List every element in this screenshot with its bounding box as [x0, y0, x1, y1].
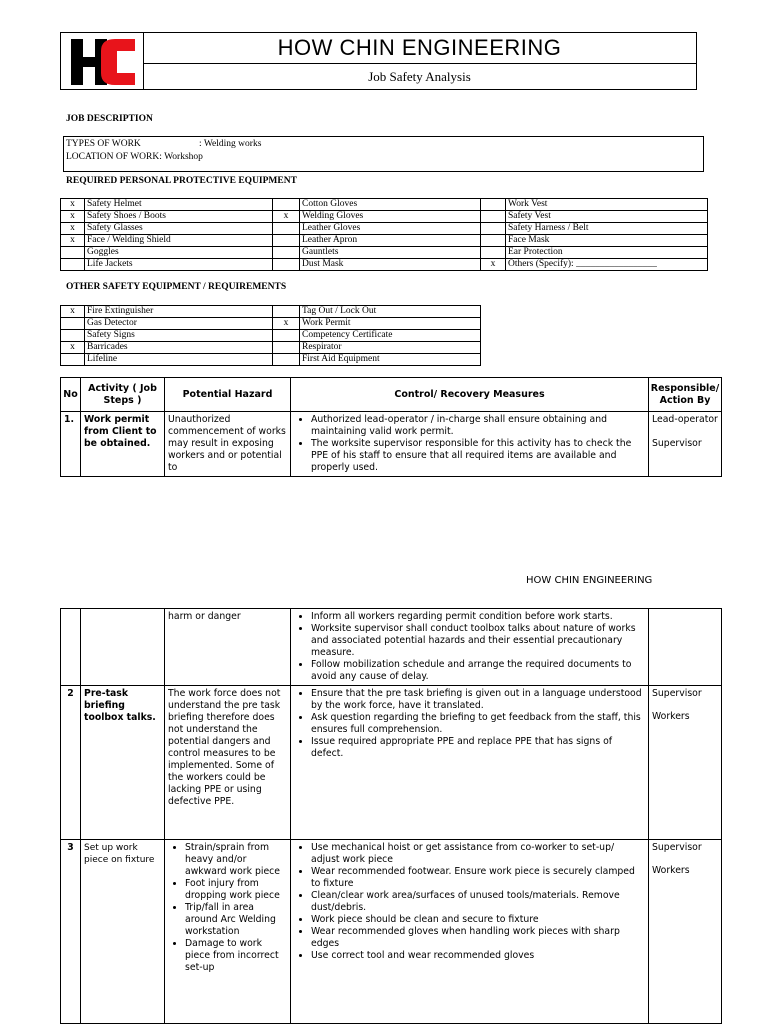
ppe-item-label: Safety Glasses [85, 223, 273, 235]
step2-no: 2 [61, 686, 81, 840]
ppe-item-label: Face / Welding Shield [85, 235, 273, 247]
responsible-entry: Supervisor [652, 842, 702, 853]
responsible-entry: Lead-operator [652, 414, 718, 425]
types-of-work-value: : Welding works [199, 139, 262, 149]
other-row [61, 318, 481, 330]
other-item-label: Tag Out / Lock Out [300, 306, 481, 318]
page2-company-header: HOW CHIN ENGINEERING [526, 575, 653, 586]
step1-cont-control-item: • Worksite supervisor shall conduct toolbox talks about nature of works and associated potential hazards and their essential precautionary measure. [311, 623, 645, 659]
step3-control-item: • Wear recommended footwear. Ensure work piece is securely clamped to fixture [311, 866, 645, 890]
checkbox-mark [61, 259, 85, 271]
step3-hazard-item: • Trip/fall in area around Arc Welding workstation [185, 902, 287, 938]
job-description-box [63, 136, 704, 172]
step3-hazards [165, 840, 291, 1024]
jsa-table-page2 [60, 608, 722, 1024]
ppe-item-label: Cotton Gloves [300, 199, 481, 211]
step3-control-item: • Use correct tool and wear recommended gloves [311, 950, 645, 962]
checkbox-mark: x [61, 306, 85, 318]
ppe-item-label: Safety Harness / Belt [506, 223, 708, 235]
ppe-row [61, 211, 708, 223]
step3-control-item: • Use mechanical hoist or get assistance from co-worker to set-up/ adjust work piece [311, 842, 645, 866]
step3-hazard-item: • Foot injury from dropping work piece [185, 878, 287, 902]
company-logo [71, 39, 137, 85]
ppe-item-label: Gauntlets [300, 247, 481, 259]
responsible-entry: Supervisor [652, 688, 702, 699]
step1-hazard: Unauthorized commencement of works may result in exposing workers and or potential to [165, 412, 291, 477]
ppe-item-label: Leather Gloves [300, 223, 481, 235]
responsible-entry: Workers [652, 865, 690, 876]
other-item-label: Competency Certificate [300, 330, 481, 342]
jsa-header-row [61, 378, 722, 412]
other-row [61, 354, 481, 366]
checkbox-mark [273, 259, 300, 271]
checkbox-mark [273, 330, 300, 342]
checkbox-mark [273, 306, 300, 318]
ppe-item-label: Safety Vest [506, 211, 708, 223]
ppe-item-label: Work Vest [506, 199, 708, 211]
step3-hazard-item: • Damage to work piece from incorrect set-up [185, 938, 287, 974]
ppe-table [60, 198, 708, 271]
header-responsible: Responsible/ Action By [649, 378, 722, 412]
checkbox-mark [481, 223, 506, 235]
step3-activity: Set up work piece on fixture [81, 840, 165, 1024]
checkbox-mark: x [61, 211, 85, 223]
ppe-item-label: Dust Mask [300, 259, 481, 271]
checkbox-mark: x [61, 199, 85, 211]
step1-responsible [649, 412, 722, 477]
step1-cont-no [61, 609, 81, 686]
other-item-label: Fire Extinguisher [85, 306, 273, 318]
checkbox-mark [481, 211, 506, 223]
step1-cont-controls [291, 609, 649, 686]
other-item-label: Respirator [300, 342, 481, 354]
ppe-row [61, 247, 708, 259]
checkbox-mark: x [273, 211, 300, 223]
checkbox-mark [481, 199, 506, 211]
step3-responsible [649, 840, 722, 1024]
responsible-entry: Workers [652, 711, 690, 722]
types-of-work-line [66, 138, 466, 150]
step3-control-item: • Work piece should be clean and secure to fixture [311, 914, 645, 926]
document-header [60, 32, 697, 90]
ppe-item-label: Safety Shoes / Boots [85, 211, 273, 223]
types-of-work-label: TYPES OF WORK [66, 139, 141, 149]
checkbox-mark: x [61, 235, 85, 247]
ppe-row [61, 223, 708, 235]
step1-cont-control-item: • Follow mobilization schedule and arrange the required documents to avoid any cause of delay. [311, 659, 645, 683]
other-row [61, 342, 481, 354]
ppe-row [61, 259, 708, 271]
checkbox-mark [273, 223, 300, 235]
step1-control-item: • The worksite supervisor responsible for this activity has to check the PPE of his staff to ensure that all required items are available and properly used. [311, 438, 645, 474]
step1-no: 1. [61, 412, 81, 477]
checkbox-mark: x [61, 223, 85, 235]
step2-responsible [649, 686, 722, 840]
ppe-item-label: Others (Specify): _________________ [506, 259, 708, 271]
ppe-row [61, 199, 708, 211]
checkbox-mark [61, 318, 85, 330]
ppe-item-label: Ear Protection [506, 247, 708, 259]
step3-control-item: • Clean/clear work area/surfaces of unused tools/materials. Remove dust/debris. [311, 890, 645, 914]
step2-activity: Pre-task briefing toolbox talks. [81, 686, 165, 840]
jsa-row-step1-continued [61, 609, 722, 686]
jsa-row-step1 [61, 412, 722, 477]
checkbox-mark: x [61, 342, 85, 354]
step3-hazard-item: • Strain/sprain from heavy and/or awkward work piece [185, 842, 287, 878]
company-name: HOW CHIN ENGINEERING [143, 33, 696, 64]
ppe-item-label: Goggles [85, 247, 273, 259]
other-row [61, 330, 481, 342]
other-equipment-heading: OTHER SAFETY EQUIPMENT / REQUIREMENTS [66, 282, 287, 292]
checkbox-mark [61, 330, 85, 342]
other-item-label: First Aid Equipment [300, 354, 481, 366]
other-item-label: Gas Detector [85, 318, 273, 330]
ppe-item-label: Welding Gloves [300, 211, 481, 223]
step3-no: 3 [61, 840, 81, 1024]
ppe-item-label: Life Jackets [85, 259, 273, 271]
checkbox-mark [481, 235, 506, 247]
step1-controls [291, 412, 649, 477]
ppe-item-label: Face Mask [506, 235, 708, 247]
step1-cont-activity [81, 609, 165, 686]
step1-cont-hazard: harm or danger [165, 609, 291, 686]
responsible-entry: Supervisor [652, 438, 702, 449]
checkbox-mark [273, 199, 300, 211]
step1-cont-control-item: • Inform all workers regarding permit condition before work starts. [311, 611, 645, 623]
step2-controls [291, 686, 649, 840]
other-row [61, 306, 481, 318]
checkbox-mark [273, 342, 300, 354]
ppe-item-label: Leather Apron [300, 235, 481, 247]
other-item-label: Barricades [85, 342, 273, 354]
other-item-label: Work Permit [300, 318, 481, 330]
header-activity: Activity ( Job Steps ) [81, 378, 165, 412]
step3-controls [291, 840, 649, 1024]
ppe-row [61, 235, 708, 247]
ppe-heading: REQUIRED PERSONAL PROTECTIVE EQUIPMENT [66, 176, 297, 186]
checkbox-mark [61, 247, 85, 259]
checkbox-mark [61, 354, 85, 366]
logo-cell [61, 33, 144, 89]
header-no: No [61, 378, 81, 412]
step2-control-item: • Ask question regarding the briefing to get feedback from the staff, this ensures full comprehension. [311, 712, 645, 736]
other-equipment-table [60, 305, 481, 366]
document-title: Job Safety Analysis [368, 69, 471, 84]
other-item-label: Lifeline [85, 354, 273, 366]
step3-control-item: • Wear recommended gloves when handling work pieces with sharp edges [311, 926, 645, 950]
step1-cont-responsible [649, 609, 722, 686]
checkbox-mark [273, 235, 300, 247]
checkbox-mark [273, 247, 300, 259]
step2-control-item: • Ensure that the pre task briefing is given out in a language understood by the work force, have it translated. [311, 688, 645, 712]
checkbox-mark: x [273, 318, 300, 330]
checkbox-mark [273, 354, 300, 366]
step1-control-item: • Authorized lead-operator / in-charge shall ensure obtaining and maintaining valid work permit. [311, 414, 645, 438]
other-item-label: Safety Signs [85, 330, 273, 342]
header-control: Control/ Recovery Measures [291, 378, 649, 412]
jsa-row-step2 [61, 686, 722, 840]
step2-hazard: The work force does not understand the pre task briefing therefore does not understand the potential dangers and control measures to be implemented. Some of the workers could be lacking PPE or using defective PPE. [165, 686, 291, 840]
step2-control-item: • Issue required appropriate PPE and replace PPE that has signs of defect. [311, 736, 645, 760]
step1-activity: Work permit from Client to be obtained. [81, 412, 165, 477]
jsa-table-page1 [60, 377, 722, 477]
job-description-heading: JOB DESCRIPTION [66, 114, 153, 124]
ppe-item-label: Safety Helmet [85, 199, 273, 211]
checkbox-mark [481, 247, 506, 259]
jsa-row-step3 [61, 840, 722, 1024]
location-of-work: LOCATION OF WORK: Workshop [66, 152, 203, 162]
checkbox-mark: x [481, 259, 506, 271]
header-hazard: Potential Hazard [165, 378, 291, 412]
